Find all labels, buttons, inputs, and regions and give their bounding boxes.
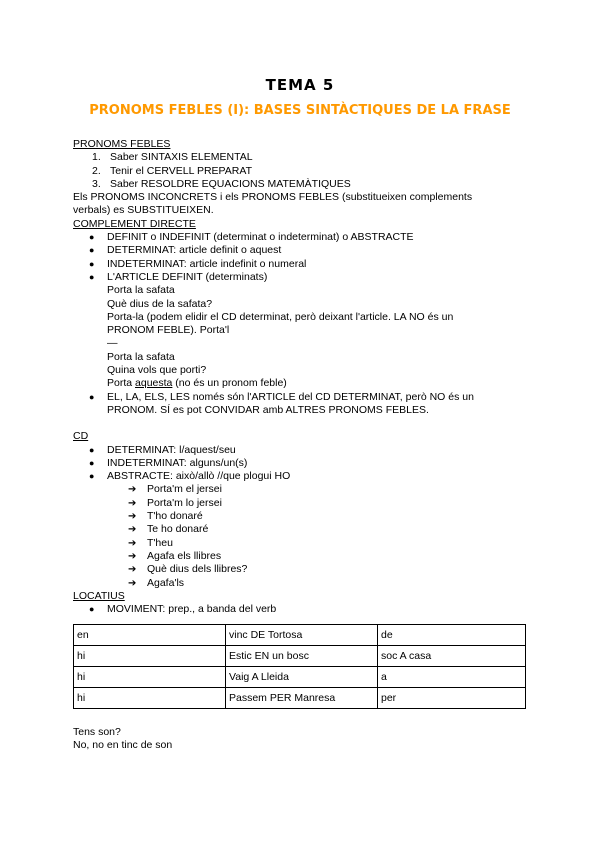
table-cell: Passem PER Manresa bbox=[226, 688, 378, 709]
table-cell: per bbox=[378, 688, 526, 709]
arrow-text: Te ho donaré bbox=[147, 523, 209, 536]
table-cell: hi bbox=[74, 646, 226, 667]
table-cell: Vaig A Lleida bbox=[226, 667, 378, 688]
example-line: Porta la safata bbox=[107, 350, 175, 363]
table-cell: Estic EN un bosc bbox=[226, 646, 378, 667]
bullet-continuation: PRONOM. SÍ es pot CONVIDAR amb ALTRES PRONOMS FEBLES. bbox=[107, 403, 429, 416]
arrow-icon: ➔ bbox=[128, 484, 137, 496]
paragraph-line: verbals) es SUBSTITUEIXEN. bbox=[73, 204, 214, 217]
example-line: Quina vols que porti? bbox=[107, 364, 207, 377]
bullet-item bbox=[73, 258, 533, 271]
item-text: Saber SINTAXIS ELEMENTAL bbox=[110, 151, 253, 164]
bullet-icon: ● bbox=[89, 271, 95, 282]
arrow-item bbox=[73, 510, 533, 523]
example-text: Porta bbox=[107, 377, 136, 390]
bullet-icon: ● bbox=[89, 444, 95, 455]
arrow-icon: ➔ bbox=[128, 497, 137, 509]
closing-line: No, no en tinc de son bbox=[73, 739, 173, 752]
bullet-text: INDETERMINAT: article indefinit o numeral bbox=[107, 257, 307, 270]
example-line: Porta la safata bbox=[107, 284, 175, 297]
bullet-item bbox=[73, 603, 533, 616]
bullet-item bbox=[73, 444, 533, 457]
arrow-text: Agafa els llibres bbox=[147, 549, 222, 562]
arrow-text: Agafa'ls bbox=[147, 576, 185, 589]
table-row bbox=[74, 688, 526, 709]
numbered-item bbox=[73, 165, 533, 178]
item-number: 3. bbox=[92, 177, 101, 190]
bullet-text: DEFINIT o INDEFINIT (determinat o indeterminat) o ABSTRACTE bbox=[107, 231, 414, 244]
numbered-item bbox=[73, 151, 533, 164]
bullet-text: DETERMINAT: l/aquest/seu bbox=[107, 443, 236, 456]
example-line: Porta-la (podem elidir el CD determinat, però deixant l'article. LA NO és un bbox=[107, 310, 454, 323]
arrow-icon: ➔ bbox=[128, 524, 137, 536]
bullet-icon: ● bbox=[89, 391, 95, 402]
bullet-icon: ● bbox=[89, 245, 95, 256]
closing-line: Tens son? bbox=[73, 726, 121, 738]
arrow-item bbox=[73, 483, 533, 496]
closing-dialogue bbox=[73, 726, 172, 753]
example-line bbox=[73, 377, 533, 390]
table-row bbox=[74, 625, 526, 646]
table-cell: soc A casa bbox=[378, 646, 526, 667]
table-cell: hi bbox=[74, 667, 226, 688]
numbered-item bbox=[73, 178, 533, 191]
arrow-item bbox=[73, 550, 533, 563]
bullet-text: INDETERMINAT: alguns/un(s) bbox=[107, 456, 248, 469]
item-text: Tenir el CERVELL PREPARAT bbox=[110, 164, 252, 177]
arrow-text: T'ho donaré bbox=[147, 510, 203, 523]
locatius-table bbox=[73, 624, 526, 709]
arrow-item bbox=[73, 577, 533, 590]
bullet-item bbox=[73, 271, 533, 284]
bullet-text: MOVIMENT: prep., a banda del verb bbox=[107, 603, 277, 616]
bullet-icon: ● bbox=[89, 232, 95, 243]
section-heading-cd: CD bbox=[73, 430, 89, 443]
underlined-word: aquesta bbox=[135, 377, 173, 390]
arrow-item bbox=[73, 563, 533, 576]
section-heading-locatius: LOCATIUS bbox=[73, 589, 125, 602]
table-cell: en bbox=[74, 625, 226, 646]
arrow-icon: ➔ bbox=[128, 577, 137, 589]
table-cell: vinc DE Tortosa bbox=[226, 625, 378, 646]
arrow-icon: ➔ bbox=[128, 537, 137, 549]
table-cell: de bbox=[378, 625, 526, 646]
paragraph-line: Els PRONOMS INCONCRETS i els PRONOMS FEBLES (substitueixen complements bbox=[73, 191, 473, 204]
bullet-item bbox=[73, 457, 533, 470]
bullet-text: EL, LA, ELS, LES només són l'ARTICLE del CD DETERMINAT, però NO és un bbox=[107, 390, 474, 403]
arrow-item bbox=[73, 497, 533, 510]
table-cell: hi bbox=[74, 688, 226, 709]
arrow-text: Porta'm lo jersei bbox=[147, 496, 222, 509]
item-number: 2. bbox=[92, 164, 101, 177]
document-body bbox=[73, 138, 533, 616]
table-row bbox=[74, 667, 526, 688]
arrow-icon: ➔ bbox=[128, 511, 137, 523]
arrow-text: Porta'm el jersei bbox=[147, 483, 222, 496]
bullet-item bbox=[73, 391, 533, 404]
bullet-item bbox=[73, 244, 533, 257]
document-subtitle: PRONOMS FEBLES (I): BASES SINTÀCTIQUES DE LA FRASE bbox=[89, 103, 511, 118]
arrow-text: T'heu bbox=[147, 536, 173, 549]
table-row bbox=[74, 646, 526, 667]
arrow-item bbox=[73, 523, 533, 536]
section-heading-complement-directe: COMPLEMENT DIRECTE bbox=[73, 217, 196, 230]
arrow-icon: ➔ bbox=[128, 564, 137, 576]
example-line: Què dius de la safata? bbox=[107, 297, 213, 310]
table-cell: a bbox=[378, 667, 526, 688]
example-text: (no és un pronom feble) bbox=[172, 377, 287, 390]
item-text: Saber RESOLDRE EQUACIONS MATEMÀTIQUES bbox=[110, 177, 351, 190]
bullet-text: ABSTRACTE: això/allò //que plogui HO bbox=[107, 470, 291, 483]
bullet-item bbox=[73, 470, 533, 483]
arrow-icon: ➔ bbox=[128, 550, 137, 562]
bullet-icon: ● bbox=[89, 457, 95, 468]
arrow-text: Què dius dels llibres? bbox=[147, 563, 248, 576]
example-line: PRONOM FEBLE). Porta'l bbox=[107, 324, 230, 337]
document-title: TEMA 5 bbox=[265, 76, 335, 94]
section-heading-pronoms-febles: PRONOMS FEBLES bbox=[73, 138, 171, 150]
bullet-text: L'ARTICLE DEFINIT (determinats) bbox=[107, 270, 268, 283]
item-number: 1. bbox=[92, 151, 101, 164]
bullet-icon: ● bbox=[89, 471, 95, 482]
bullet-icon: ● bbox=[89, 604, 95, 615]
arrow-item bbox=[73, 537, 533, 550]
bullet-text: DETERMINAT: article definit o aquest bbox=[107, 244, 282, 257]
bullet-icon: ● bbox=[89, 258, 95, 269]
bullet-item bbox=[73, 231, 533, 244]
example-dash: — bbox=[107, 337, 118, 350]
